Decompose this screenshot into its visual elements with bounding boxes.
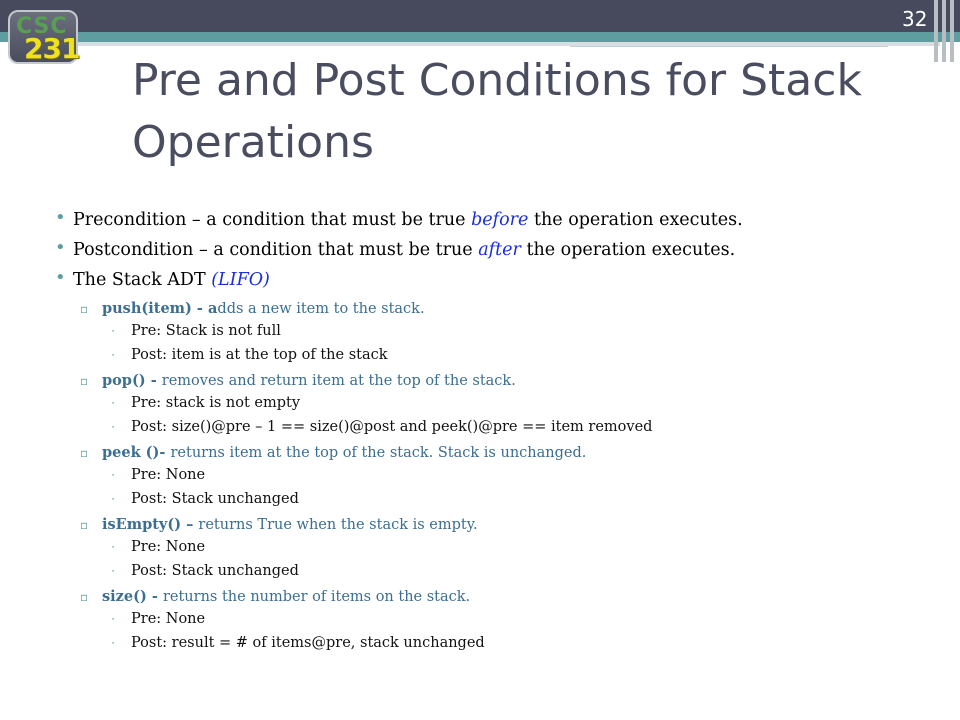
op-precondition: Pre: Stack is not full bbox=[131, 323, 281, 339]
op-description: returns the number of items on the stack. bbox=[162, 589, 471, 605]
bullet-text: Precondition – a condition that must be true bbox=[73, 210, 472, 230]
op-postcondition: Post: Stack unchanged bbox=[131, 563, 299, 579]
bullet-marker: • bbox=[55, 237, 66, 258]
bullet-postcondition bbox=[73, 240, 735, 260]
op-peek bbox=[102, 444, 586, 461]
sub-bullet-marker: ▫ bbox=[80, 518, 89, 532]
op-description: dds a new item to the stack. bbox=[217, 301, 425, 317]
sub-sub-bullet-marker: ⋅ bbox=[111, 612, 116, 626]
sub-bullet-marker: ▫ bbox=[80, 302, 89, 316]
bullet-marker: • bbox=[55, 267, 66, 288]
sub-sub-bullet-marker: ⋅ bbox=[111, 636, 116, 650]
bullet-precondition bbox=[73, 210, 743, 230]
op-size bbox=[102, 588, 470, 605]
header-accent-bar bbox=[0, 32, 960, 42]
op-name: push(item) - a bbox=[102, 300, 218, 317]
logo-text-bottom: 231 bbox=[24, 32, 80, 65]
op-name: pop() - bbox=[102, 372, 162, 389]
op-description: returns item at the top of the stack. Stack is unchanged. bbox=[170, 445, 587, 461]
op-name: isEmpty() – bbox=[102, 516, 199, 533]
op-pop bbox=[102, 372, 516, 389]
bullet-text: the operation executes. bbox=[528, 210, 743, 230]
bullet-stack-adt bbox=[73, 270, 270, 290]
sub-bullet-marker: ▫ bbox=[80, 446, 89, 460]
course-logo bbox=[8, 10, 78, 64]
header-bar bbox=[0, 0, 960, 32]
sub-sub-bullet-marker: ⋅ bbox=[111, 396, 116, 410]
header-edge-line bbox=[934, 0, 938, 62]
op-postcondition: Post: item is at the top of the stack bbox=[131, 347, 388, 363]
op-precondition: Pre: None bbox=[131, 611, 206, 627]
sub-bullet-marker: ▫ bbox=[80, 590, 89, 604]
op-postcondition: Post: result = # of items@pre, stack unchanged bbox=[131, 635, 485, 651]
sub-sub-bullet-marker: ⋅ bbox=[111, 492, 116, 506]
sub-sub-bullet-marker: ⋅ bbox=[111, 324, 116, 338]
op-isempty bbox=[102, 516, 478, 533]
op-precondition: Pre: None bbox=[131, 467, 206, 483]
slide-title: Pre and Post Conditions for Stack Operations bbox=[132, 55, 862, 168]
bullet-emphasis: before bbox=[471, 210, 529, 230]
sub-sub-bullet-marker: ⋅ bbox=[111, 468, 116, 482]
sub-sub-bullet-marker: ⋅ bbox=[111, 420, 116, 434]
op-postcondition: Post: size()@pre – 1 == size()@post and peek()@pre == item removed bbox=[131, 419, 653, 435]
sub-sub-bullet-marker: ⋅ bbox=[111, 564, 116, 578]
op-description: removes and return item at the top of the stack. bbox=[161, 373, 516, 389]
bullet-text: Postcondition – a condition that must be true bbox=[73, 240, 479, 260]
sub-sub-bullet-marker: ⋅ bbox=[111, 540, 116, 554]
op-precondition: Pre: None bbox=[131, 539, 206, 555]
sub-sub-bullet-marker: ⋅ bbox=[111, 348, 116, 362]
slide-number: 32 bbox=[902, 7, 928, 31]
op-name: size() - bbox=[102, 588, 163, 605]
header-edge-line bbox=[942, 0, 946, 62]
header-edge-line bbox=[950, 0, 954, 62]
logo-text-top: CSC bbox=[16, 14, 68, 39]
op-name: peek ()- bbox=[102, 444, 171, 461]
op-precondition: Pre: stack is not empty bbox=[131, 395, 301, 411]
bullet-emphasis: after bbox=[478, 240, 521, 260]
bullet-text: The Stack ADT bbox=[73, 270, 212, 290]
bullet-emphasis: (LIFO) bbox=[211, 270, 270, 290]
bullet-text: the operation executes. bbox=[520, 240, 736, 260]
op-push bbox=[102, 300, 425, 317]
op-description: returns True when the stack is empty. bbox=[198, 517, 478, 533]
sub-bullet-marker: ▫ bbox=[80, 374, 89, 388]
op-postcondition: Post: Stack unchanged bbox=[131, 491, 299, 507]
bullet-marker: • bbox=[55, 207, 66, 228]
